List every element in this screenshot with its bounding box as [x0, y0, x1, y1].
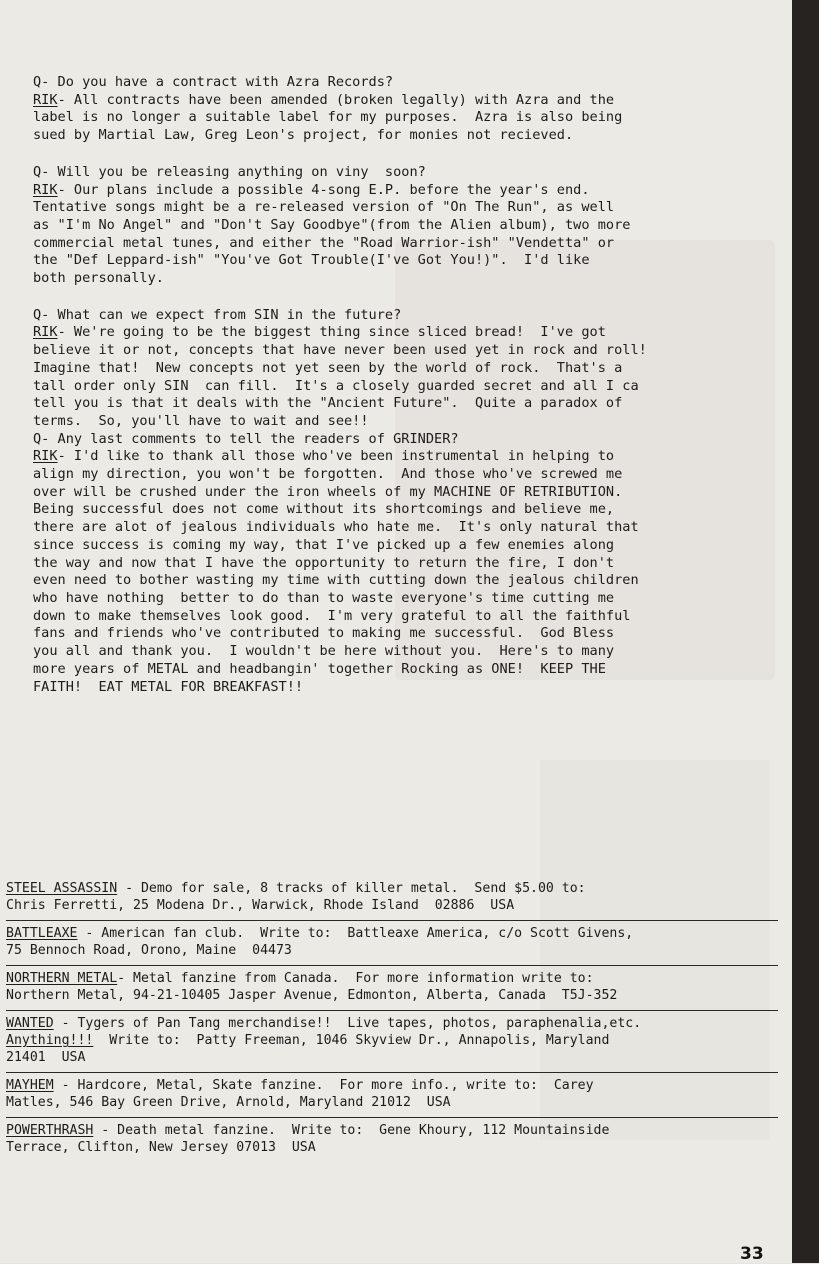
answer-line: the "Def Leppard-ish" "You've Got Trouble(I've Got You!)". I'd like: [33, 252, 590, 269]
ad-name: POWERTHRASH: [6, 1123, 94, 1138]
question: Q- What can we expect from SIN in the future?: [33, 306, 402, 323]
answer-line: the way and now that I have the opportunity to return the fire, I don't: [33, 554, 615, 571]
classified-ad: [6, 1118, 778, 1162]
answer-line: terms. So, you'll have to wait and see!!: [33, 412, 369, 429]
classified-ad: [6, 966, 778, 1011]
answer-line: both personally.: [33, 270, 164, 287]
interview-section: [33, 74, 781, 715]
answer-line: align my direction, you won't be forgotten. And those who've screwed me: [33, 466, 623, 483]
question: Q- Do you have a contract with Azra Records?: [33, 74, 394, 90]
question: Q- Any last comments to tell the readers of GRINDER?: [33, 430, 459, 447]
ad-name: STEEL ASSASSIN: [6, 881, 118, 896]
answer-label: RIK: [33, 181, 58, 198]
answer-line: there are alot of jealous individuals who hate me. It's only natural that: [33, 519, 639, 536]
answer-label: RIK: [33, 324, 58, 341]
ad-name: NORTHERN METAL: [6, 971, 118, 986]
classified-ad: [6, 1011, 778, 1073]
answer-line: tell you is that it deals with the "Ancient Future". Quite a paradox of: [33, 395, 623, 412]
ad-name: WANTED: [6, 1016, 54, 1031]
ad-address: 75 Bennoch Road, Orono, Maine 04473: [6, 943, 292, 958]
qa-block: [33, 307, 781, 431]
ad-emphasis: Anything!!!: [6, 1033, 94, 1048]
answer-line: more years of METAL and headbangin' together Rocking as ONE! KEEP THE: [33, 660, 606, 677]
ad-text: - Demo for sale, 8 tracks of killer metal. Send $5.00 to:: [117, 881, 586, 896]
answer-line: over will be crushed under the iron wheels of my MACHINE OF RETRIBUTION.: [33, 483, 623, 500]
scan-edge: [792, 0, 819, 1263]
classified-ad: [6, 1073, 778, 1118]
answer-line: believe it or not, concepts that have never been used yet in rock and roll!: [33, 342, 647, 359]
answer-label: RIK: [33, 91, 58, 108]
answer-line: as "I'm No Angel" and "Don't Say Goodbye"(from the Alien album), two more: [33, 216, 631, 233]
ad-text: - Death metal fanzine. Write to: Gene Khoury, 112 Mountainside: [93, 1123, 610, 1138]
qa-block: [33, 74, 781, 145]
answer-line: down to make themselves look good. I'm very grateful to all the faithful: [33, 607, 631, 624]
answer-first-line: RIK- Our plans include a possible 4-song E.P. before the year's end.: [33, 181, 590, 198]
ad-text: - American fan club. Write to: Battleaxe America, c/o Scott Givens,: [77, 926, 634, 941]
answer-line: FAITH! EAT METAL FOR BREAKFAST!!: [33, 678, 304, 695]
answer-label: RIK: [33, 448, 58, 465]
ad-address: Chris Ferretti, 25 Modena Dr., Warwick, Rhode Island 02886 USA: [6, 898, 515, 913]
answer-line: label is no longer a suitable label for my purposes. Azra is also being: [33, 109, 623, 126]
classified-ad: [6, 921, 778, 966]
question: Q- Will you be releasing anything on viny soon?: [33, 163, 426, 180]
ad-address: Matles, 546 Bay Green Drive, Arnold, Maryland 21012 USA: [6, 1095, 451, 1110]
qa-block: [33, 164, 781, 288]
ad-address: 21401 USA: [6, 1050, 86, 1065]
qa-block: [33, 431, 781, 697]
answer-line: Tentative songs might be a re-released version of "On The Run", as well: [33, 199, 615, 216]
answer-line: even need to bother wasting my time with cutting down the jealous children: [33, 572, 639, 589]
ad-text: - Tygers of Pan Tang merchandise!! Live tapes, photos, paraphenalia,etc.: [53, 1016, 642, 1031]
ad-text: Write to: Patty Freeman, 1046 Skyview Dr., Annapolis, Maryland: [93, 1033, 610, 1048]
answer-line: commercial metal tunes, and either the "Road Warrior-ish" "Vendetta" or: [33, 234, 615, 251]
answer-first-line: RIK- I'd like to thank all those who've been instrumental in helping to: [33, 448, 615, 465]
answer-first-line: RIK- All contracts have been amended (broken legally) with Azra and the: [33, 91, 615, 108]
ad-text: - Hardcore, Metal, Skate fanzine. For more info., write to: Carey: [53, 1078, 594, 1093]
ad-name: MAYHEM: [6, 1078, 54, 1093]
answer-line: tall order only SIN can fill. It's a closely guarded secret and all I ca: [33, 377, 639, 394]
answer-line: since success is coming my way, that I've picked up a few enemies along: [33, 536, 615, 553]
page-number: 33: [740, 1244, 764, 1264]
classifieds-section: [6, 880, 778, 1162]
answer-line: who have nothing better to do than to waste everyone's time cutting me: [33, 589, 615, 606]
answer-line: you all and thank you. I wouldn't be here without you. Here's to many: [33, 643, 615, 660]
answer-line: Being successful does not come without its shortcomings and believe me,: [33, 501, 615, 518]
ad-address: Terrace, Clifton, New Jersey 07013 USA: [6, 1140, 316, 1155]
answer-line: sued by Martial Law, Greg Leon's project, for monies not recieved.: [33, 127, 574, 144]
classified-ad: [6, 880, 778, 921]
ad-name: BATTLEAXE: [6, 926, 78, 941]
answer-first-line: RIK- We're going to be the biggest thing since sliced bread! I've got: [33, 324, 606, 341]
answer-line: fans and friends who've contributed to making me successful. God Bless: [33, 625, 615, 642]
answer-line: Imagine that! New concepts not yet seen by the world of rock. That's a: [33, 359, 623, 376]
ad-address: Northern Metal, 94-21-10405 Jasper Avenue, Edmonton, Alberta, Canada T5J-352: [6, 988, 618, 1003]
ad-text: - Metal fanzine from Canada. For more information write to:: [117, 971, 594, 986]
